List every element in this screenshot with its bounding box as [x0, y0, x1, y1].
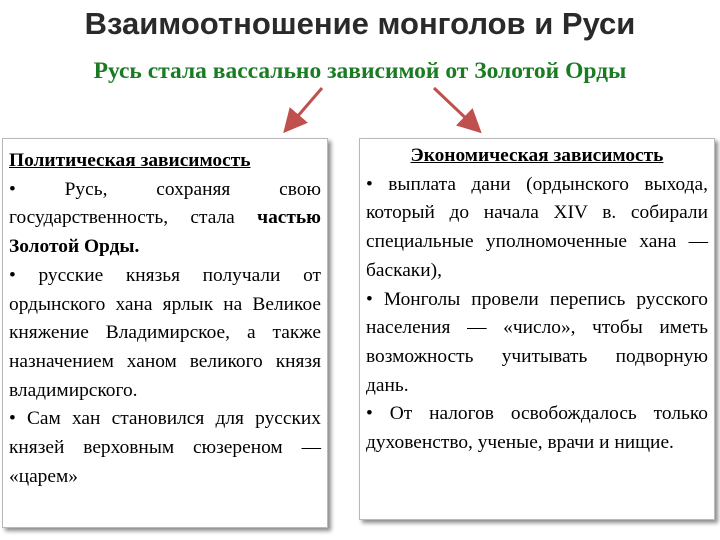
- economic-heading: Экономическая зависимость: [410, 145, 664, 166]
- arrow-right-icon: [434, 88, 473, 125]
- political-item-2: • русские князья получали от ордынского хана ярлык на Великое княжение Владимирское, а также назначением ханом великого князя владимирского.: [9, 264, 321, 401]
- economic-dependence-box: [359, 138, 715, 520]
- political-item-1-bold: частью Золотой Орды.: [9, 207, 321, 258]
- political-heading: Политическая зависимость: [9, 150, 251, 171]
- political-item-3: • Сам хан становился для русских князей верховным сюзереном — «царем»: [9, 408, 321, 487]
- page-title: Взаимоотношение монголов и Руси: [84, 6, 636, 41]
- political-item-1: [9, 176, 321, 262]
- economic-item-3: • От налогов освобождалось только духовенство, ученые, врачи и нищие.: [366, 403, 708, 454]
- arrow-left-icon: [291, 88, 322, 124]
- economic-item-2: • Монголы провели перепись русского населения — «число», чтобы иметь возможность учитывать подворную дань.: [366, 288, 708, 396]
- political-item-1-text: • Русь, сохраняя свою государственность, стала: [9, 178, 321, 229]
- political-dependence-box: [2, 138, 328, 528]
- economic-item-1: • выплата дани (ордынского выхода, который до начала XIV в. собирали специальные уполномоченные хана — баскаки),: [366, 173, 708, 281]
- page-subtitle: Русь стала вассально зависимой от Золотой Орды: [93, 58, 627, 84]
